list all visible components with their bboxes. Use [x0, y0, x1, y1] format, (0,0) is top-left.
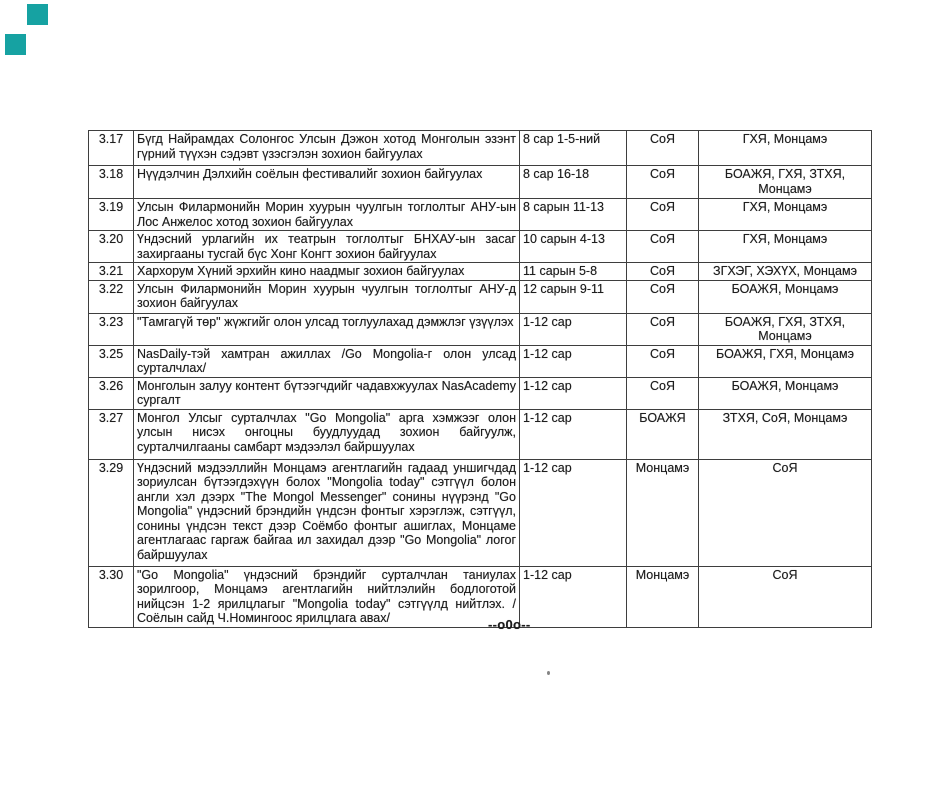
cell-date: 1-12 сар: [520, 313, 627, 345]
cell-partners: БОАЖЯ, Монцамэ: [699, 280, 872, 313]
table-row: [89, 131, 872, 166]
scan-speck: [547, 671, 550, 675]
cell-lead: СоЯ: [627, 131, 699, 166]
cell-partners: БОАЖЯ, ГХЯ, ЗТХЯ, Монцамэ: [699, 313, 872, 345]
cell-date: 8 сар 1-5-ний: [520, 131, 627, 166]
table-row: [89, 263, 872, 281]
cell-lead: СоЯ: [627, 377, 699, 409]
cell-num: 3.21: [89, 263, 134, 281]
cell-num: 3.19: [89, 199, 134, 231]
cell-date: 11 сарын 5-8: [520, 263, 627, 281]
cell-desc: Улсын Филармонийн Морин хуурын чуулгын тоглолтыг АНУ-д зохион байгуулах: [134, 280, 520, 313]
table-row: [89, 377, 872, 409]
cell-lead: Монцамэ: [627, 566, 699, 627]
cell-partners: ГХЯ, Монцамэ: [699, 231, 872, 263]
table-row: [89, 199, 872, 231]
cell-lead: СоЯ: [627, 345, 699, 377]
cell-num: 3.17: [89, 131, 134, 166]
cell-date: 10 сарын 4-13: [520, 231, 627, 263]
cell-num: 3.18: [89, 166, 134, 199]
cell-date: 1-12 сар: [520, 345, 627, 377]
cell-date: 1-12 сар: [520, 377, 627, 409]
cell-partners: ГХЯ, Монцамэ: [699, 131, 872, 166]
cell-partners: СоЯ: [699, 566, 872, 627]
table-row: [89, 345, 872, 377]
cell-num: 3.26: [89, 377, 134, 409]
table-row: [89, 409, 872, 459]
cell-lead: СоЯ: [627, 199, 699, 231]
table-row: [89, 566, 872, 627]
cell-desc: Монгол Улсыг сурталчлах "Go Mongolia" арга хэмжээг олон улсын нисэх онгоцны буудлуудад зохион байгуулж, сурталчилгааны самбарт мэдээлэл байршуулах: [134, 409, 520, 459]
cell-lead: БОАЖЯ: [627, 409, 699, 459]
cell-partners: БОАЖЯ, ГХЯ, ЗТХЯ, Монцамэ: [699, 166, 872, 199]
cell-desc: "Тамгагүй төр" жүжгийг олон улсад тоглуулахад дэмжлэг үзүүлэх: [134, 313, 520, 345]
cell-desc: NasDaily-тэй хамтран ажиллах /Go Mongolia-г олон улсад сурталчлах/: [134, 345, 520, 377]
table-row: [89, 166, 872, 199]
cell-desc: Үндэсний мэдээллийн Монцамэ агентлагийн гадаад уншигчдад зориулсан бүтээгдэхүүн болох "Mongolia today" сэтгүүл болон англи хэл дээрх "The Mongol Messenger" сонины нүүрэнд "Go Mongolia" үндэсний брэндийн үндсэн фонтыг хэрэглэж, сэтгүүл, сонины үндсэн текст дээр Соёмбо фонтыг ашиглах, Монцаме агентлагаас гаргаж байгаа ил захидал дээр "Go Mongolia" логог байршуулах: [134, 459, 520, 566]
cell-partners: БОАЖЯ, ГХЯ, Монцамэ: [699, 345, 872, 377]
cell-partners: БОАЖЯ, Монцамэ: [699, 377, 872, 409]
cell-date: 1-12 сар: [520, 459, 627, 566]
teal-square-marker-1: [27, 4, 48, 25]
cell-date: 1-12 сар: [520, 409, 627, 459]
cell-lead: СоЯ: [627, 166, 699, 199]
table-row: [89, 313, 872, 345]
cell-desc: Нүүдэлчин Дэлхийн соёлын фестивалийг зохион байгуулах: [134, 166, 520, 199]
cell-num: 3.30: [89, 566, 134, 627]
cell-partners: СоЯ: [699, 459, 872, 566]
table-row: [89, 231, 872, 263]
plan-table: [88, 130, 872, 628]
cell-desc: Үндэсний урлагийн их театрын тоглолтыг БНХАУ-ын засаг захиргааны тусгай бүс Хонг Конгт зохион байгуулах: [134, 231, 520, 263]
cell-num: 3.25: [89, 345, 134, 377]
cell-desc: Хархорум Хүний эрхийн кино наадмыг зохион байгуулах: [134, 263, 520, 281]
cell-lead: СоЯ: [627, 231, 699, 263]
cell-partners: ЗГХЭГ, ХЭХҮХ, Монцамэ: [699, 263, 872, 281]
cell-lead: СоЯ: [627, 280, 699, 313]
cell-date: 1-12 сар: [520, 566, 627, 627]
cell-date: 8 сарын 11-13: [520, 199, 627, 231]
cell-desc: Улсын Филармонийн Морин хуурын чуулгын тоглолтыг АНУ-ын Лос Анжелос хотод зохион байгуулах: [134, 199, 520, 231]
cell-num: 3.23: [89, 313, 134, 345]
cell-partners: ЗТХЯ, СоЯ, Монцамэ: [699, 409, 872, 459]
cell-date: 8 сар 16-18: [520, 166, 627, 199]
cell-num: 3.20: [89, 231, 134, 263]
cell-desc: Бүгд Найрамдах Солонгос Улсын Дэжон хотод Монголын эзэнт гүрний түүхэн сэдэвт үзэсгэлэн зохион байгуулах: [134, 131, 520, 166]
footer-separator: --о0о--: [488, 617, 531, 632]
cell-num: 3.29: [89, 459, 134, 566]
table-row: [89, 280, 872, 313]
table-row: [89, 459, 872, 566]
cell-desc: "Go Mongolia" үндэсний брэндийг сурталчлан таниулах зорилгоор, Монцамэ агентлагийн нийтлэлийн бодлоготой нийцсэн 1-2 ярилцлагыг "Mongolia today" сэтгүүлд нийтлэх. /Соёлын сайд Ч.Номингоос ярилцлага авах/: [134, 566, 520, 627]
cell-lead: СоЯ: [627, 313, 699, 345]
cell-desc: Монголын залуу контент бүтээгчдийг чадавхжуулах NasAcademy сургалт: [134, 377, 520, 409]
cell-num: 3.22: [89, 280, 134, 313]
cell-partners: ГХЯ, Монцамэ: [699, 199, 872, 231]
teal-square-marker-2: [5, 34, 26, 55]
cell-lead: Монцамэ: [627, 459, 699, 566]
cell-date: 12 сарын 9-11: [520, 280, 627, 313]
cell-num: 3.27: [89, 409, 134, 459]
cell-lead: СоЯ: [627, 263, 699, 281]
